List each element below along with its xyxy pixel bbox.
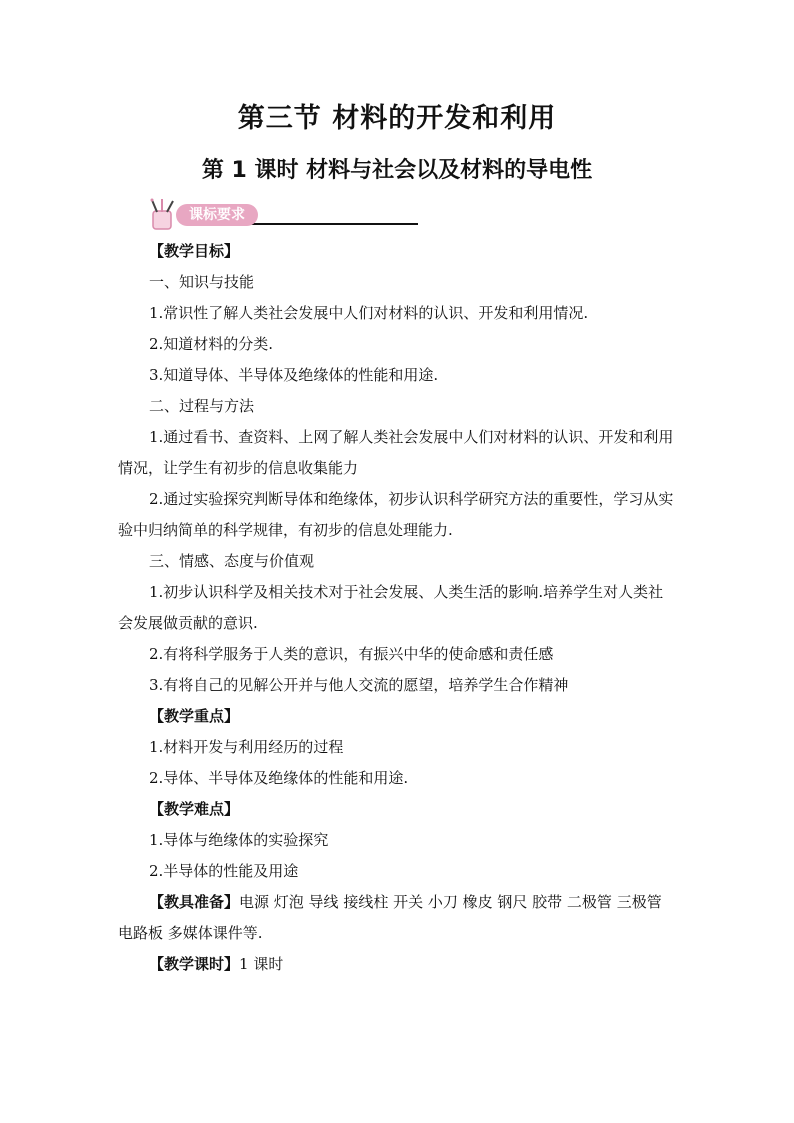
key-heading: 【教学重点】 (149, 707, 240, 725)
list-item: 1.通过看书、查资料、上网了解人类社会发展中人们对材料的认识、开发和利用情况，让学生有初步的信息收集能力 (118, 428, 674, 477)
list-item: 2.通过实验探究判断导体和绝缘体，初步认识科学研究方法的重要性，学习从实验中归纳简单的科学规律，有初步的信息处理能力. (118, 490, 674, 539)
list-item: 2.知道材料的分类. (149, 335, 274, 353)
list-item: 2.导体、半导体及绝缘体的性能和用途. (149, 769, 409, 787)
hours-text: 1 课时 (239, 955, 284, 973)
knowledge-heading: 一、知识与技能 (149, 273, 255, 291)
banner-underline (246, 223, 418, 225)
page-subtitle: 第 1 课时 材料与社会以及材料的导电性 (201, 158, 593, 183)
tools-heading: 【教具准备】 (149, 893, 240, 911)
list-item: 3.知道导体、半导体及绝缘体的性能和用途. (149, 366, 439, 384)
difficult-heading: 【教学难点】 (149, 800, 240, 818)
emotion-heading: 三、情感、态度与价值观 (149, 552, 315, 570)
lesson-content (118, 236, 676, 980)
list-item: 1.常识性了解人类社会发展中人们对材料的认识、开发和利用情况. (149, 304, 589, 322)
list-item: 1.材料开发与利用经历的过程 (149, 738, 344, 756)
list-item: 1.导体与绝缘体的实验探究 (149, 831, 329, 849)
tools-paragraph (118, 887, 676, 949)
section-banner (146, 197, 276, 233)
page-title: 第三节 材料的开发和利用 (237, 103, 557, 134)
goals-heading: 【教学目标】 (149, 242, 240, 260)
banner-label: 课标要求 (176, 204, 258, 226)
process-heading: 二、过程与方法 (149, 397, 255, 415)
hours-heading: 【教学课时】 (149, 955, 240, 973)
pencil-cup-icon (146, 197, 182, 233)
list-item: 3.有将自己的见解公开并与他人交流的愿望，培养学生合作精神 (149, 676, 569, 694)
list-item: 2.半导体的性能及用途 (149, 862, 299, 880)
list-item: 1.初步认识科学及相关技术对于社会发展、人类生活的影响.培养学生对人类社会发展做贡献的意识. (118, 583, 664, 632)
hours-paragraph (118, 949, 676, 980)
list-item: 2.有将科学服务于人类的意识，有振兴中华的使命感和责任感 (149, 645, 554, 663)
tools-text: 电源 灯泡 导线 接线柱 开关 小刀 橡皮 钢尺 胶带 二极管 三极管 电路板 多媒体课件等. (118, 893, 662, 942)
